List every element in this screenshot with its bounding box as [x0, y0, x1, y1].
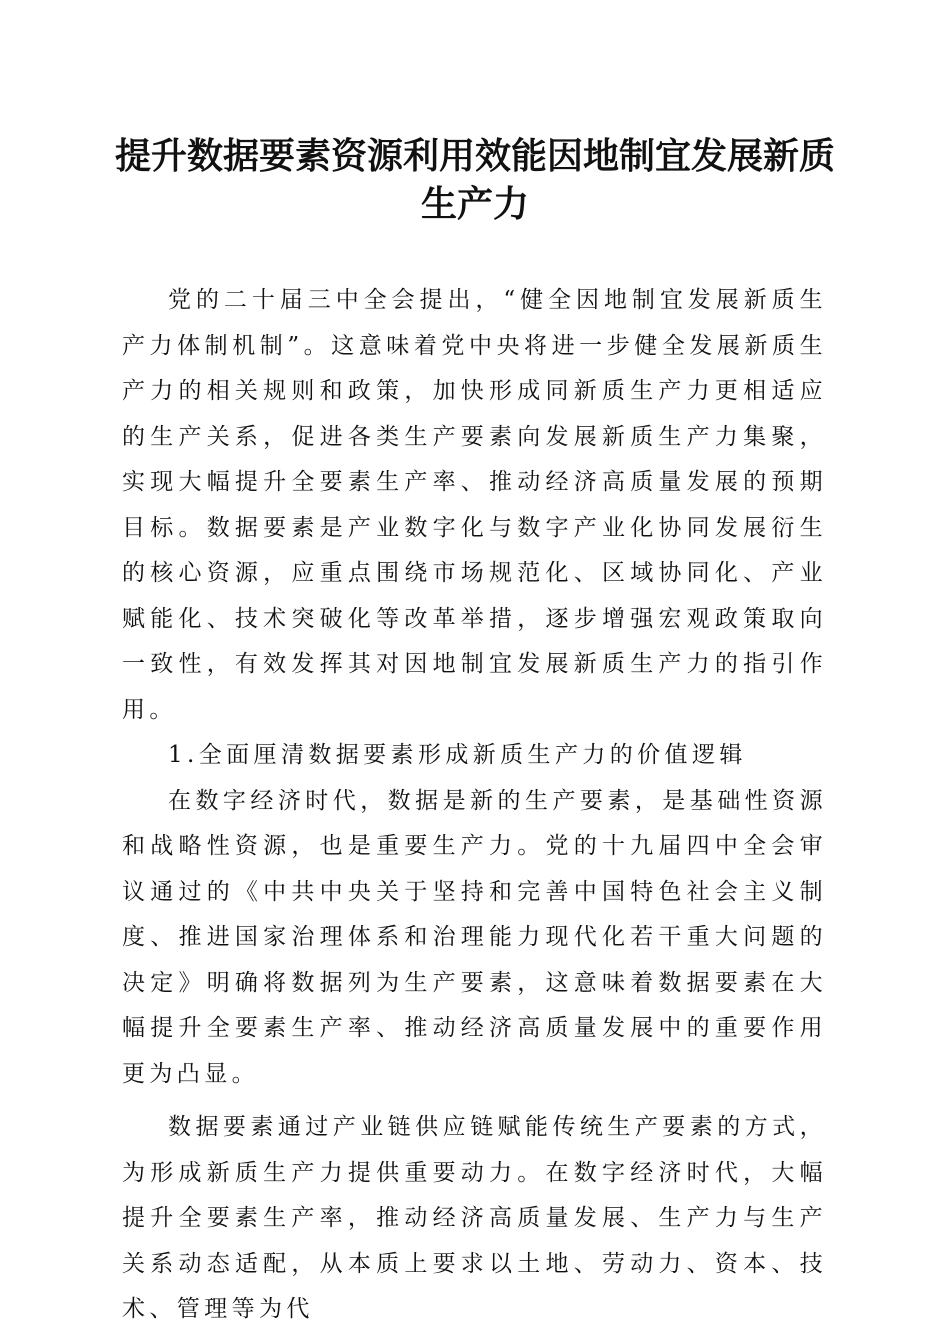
paragraph-data-factor: 在数字经济时代，数据是新的生产要素，是基础性资源和战略性资源，也是重要生产力。党的十九届四中全会审议通过的《中共中央关于坚持和完善中国特色社会主义制度、推进国家治理体系和治理能力现代化若干重大问题的决定》明确将数据列为生产要素，这意味着数据要素在大幅提升全要素生产率、推动经济高质量发展中的重要作用更为凸显。: [122, 787, 827, 1087]
paragraph-intro: 党的二十届三中全会提出，“健全因地制宜发展新质生产力体制机制”。这意味着党中央将进一步健全发展新质生产力的相关规则和政策，加快形成同新质生产力更相适应的生产关系，促进各类生产要素向发展新质生产力集聚，实现大幅提升全要素生产率、推动经济高质量发展的预期目标。数据要素是产业数字化与数字产业化协同发展衍生的核心资源，应重点围绕市场规范化、区域协同化、产业赋能化、技术突破化等改革举措，逐步增强宏观政策取向一致性，有效发挥其对因地制宜发展新质生产力的指引作用。: [122, 287, 827, 723]
document-body: [122, 278, 827, 1333]
paragraph-supply-chain: 数据要素通过产业链供应链赋能传统生产要素的方式，为形成新质生产力提供重要动力。在数字经济时代，大幅提升全要素生产率，推动经济高质量发展、生产力与生产关系动态适配，从本质上要求以土地、劳动力、资本、技术、管理等为代: [122, 1114, 827, 1322]
section-heading-1: 1.全面厘清数据要素形成新质生产力的价值逻辑: [168, 742, 747, 768]
document-title: 提升数据要素资源利用效能因地制宜发展新质生产力: [114, 135, 835, 225]
